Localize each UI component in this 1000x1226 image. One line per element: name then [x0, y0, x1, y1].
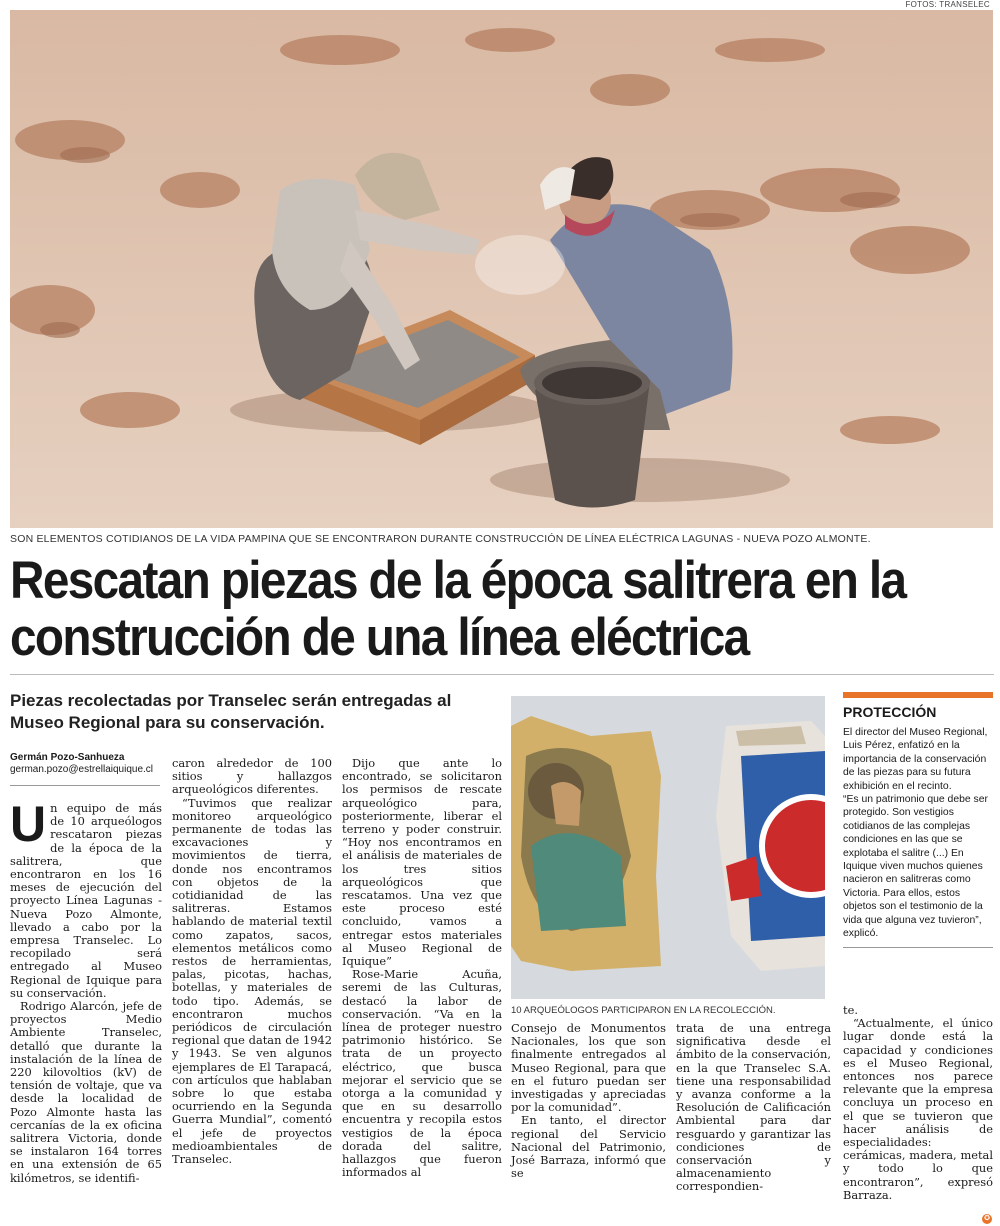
- body-paragraph: “Actualmente, el único lugar donde está la capacidad y condiciones es el Museo Regional, entonces nos parece relevante que la empresa concluya un proceso en el que se tuvieron que hacer análisis de especialidades: cerámicas, madera, metal y todo lo que encontraron”, expresó Barraza.: [843, 1016, 993, 1202]
- body-paragraph: trata de una entrega significativa desde el ámbito de la conservación, en la que Transelec S.A. tiene una responsabilidad y avanza conforme a la Resolución de Calificación Ambiental para dar resguardo y garantizar las condiciones de conservación y almacenamiento correspondien-: [676, 1021, 831, 1194]
- drop-cap: U: [10, 796, 47, 852]
- hero-caption: SON ELEMENTOS COTIDIANOS DE LA VIDA PAMPINA QUE SE ENCONTRARON DURANTE CONSTRUCCIÓN DE LÍNEA ELÉCTRICA LAGUNAS - NUEVA POZO ALMONTE.: [10, 533, 871, 545]
- deck: Piezas recolectadas por Transelec serán entregadas al Museo Regional para su conservación.: [10, 691, 452, 732]
- sidebar-paragraph: “Es un patrimonio que debe ser protegido. Son vestigios cotidianos de las complejas condiciones en las que se explotaba el salitre (...) En Iquique viven muchos quienes nacieron en salitreras como Victoria. Para ellos, estos objetos son el testimonio de la vida que alguna vez tuvieron”, explicó.: [843, 794, 988, 940]
- body-paragraph: “Tuvimos que realizar monitoreo arqueológico permanente de todas las excavaciones y movimientos de tierra, donde nos encontramos con objetos de la cotidianidad de las salitreras. Estamos hablando de material textil como zapatos, sacos, elementos metálicos como restos de herramientas, palas, picotas, hachas, botellas, y materiales de todo tipo. Además, se encontraron muchos periódicos de circulación regional que datan de 1942 y 1943. Se ven algunos ejemplares de El Tarapacá, con artículos que hablaban sobre lo que estaba ocurriendo en la Segunda Guerra Mundial”, comentó el jefe de proyectos medioambientales de Transelec.: [172, 795, 332, 1167]
- hero-photo-image: [10, 10, 993, 528]
- body-column-3: [342, 757, 502, 1180]
- body-column-5: [676, 1022, 831, 1194]
- artifacts-photo-image: [511, 696, 825, 999]
- author-name: Germán Pozo-Sanhueza: [10, 752, 125, 763]
- sidebar-accent-bar: [843, 692, 993, 698]
- body-column-6: [843, 1004, 993, 1202]
- sidebar-title: PROTECCIÓN: [843, 704, 937, 720]
- byline-divider: [10, 785, 160, 786]
- sidebar-divider: [843, 947, 993, 948]
- body-paragraph: Rose-Marie Acuña, seremi de las Culturas, destacó la labor de conservación. “Va en la línea de proteger nuestro patrimonio histórico. Se trata de un proyecto eléctrico, que busca mejorar el servicio que se otorga a la comunidad y que en su desarrollo encuentra y recopila estos vestigios de la época dorada del salitre, hallazgos que fueron informados al: [342, 967, 502, 1180]
- sidebar-text: [843, 726, 993, 941]
- body-column-1: [10, 796, 162, 1185]
- body-column-4: [511, 1022, 666, 1180]
- hero-photo: [10, 10, 993, 528]
- body-paragraph: En tanto, el director regional del Servicio Nacional del Patrimonio, José Barraza, informó que se: [511, 1113, 666, 1181]
- sidebar-box: [843, 692, 993, 948]
- artifacts-photo: [511, 696, 825, 999]
- headline-divider: [10, 674, 994, 675]
- author-email: german.pozo@estrellaiquique.cl: [10, 764, 154, 775]
- sidebar-paragraph: El director del Museo Regional, Luis Pérez, enfatizó en la importancia de la conservación de las piezas para su futura exhibición en el recinto.: [843, 727, 988, 792]
- body-paragraph: caron alrededor de 100 sitios y hallazgos arqueológicos diferentes.: [172, 756, 332, 797]
- artifacts-caption: 10 ARQUEÓLOGOS PARTICIPARON EN LA RECOLECCIÓN.: [511, 1005, 776, 1016]
- body-column-2: [172, 757, 332, 1166]
- photo-credit: FOTOS: TRANSELEC: [905, 0, 990, 9]
- body-paragraph: te.: [843, 1003, 858, 1017]
- body-paragraph: Un equipo de más de 10 arqueólogos rescataron piezas de la época de la salitrera, que encontraron en los 16 meses de ejecución del proyecto Línea Lagunas - Nueva Pozo Almonte, llevado a cabo por la empresa Transelec. Lo recopilado será entregado al Museo Regional de Iquique para su conservación.: [10, 796, 162, 1000]
- headline: Rescatan piezas de la época salitrera en la construcción de una línea eléctrica: [10, 551, 906, 667]
- body-paragraph: Rodrigo Alarcón, jefe de proyectos Medio Ambiente Transelec, detalló que durante la instalación de la línea de 220 kilovoltios (kV) de tensión de voltaje, que va desde la localidad de Pozo Almonte hasta las cercanías de la ex oficina salitrera Victoria, donde se instalaron 164 torres en una extensión de 65 kilómetros, se identifi-: [10, 999, 162, 1185]
- end-mark-icon: ✪: [982, 1214, 992, 1224]
- byline: [10, 752, 180, 776]
- body-paragraph: Consejo de Monumentos Nacionales, los que son finalmente entregados al Museo Regional, para que en el futuro puedan ser investigadas y apreciadas por la comunidad”.: [511, 1021, 666, 1115]
- body-paragraph: Dijo que ante lo encontrado, se solicitaron los permisos de rescate arqueológico para, posteriormente, liberar el terreno y poder construir. “Hoy nos encontramos en el análisis de materiales de los tres sitios arqueológicos que rescatamos. Una vez que este proceso esté concluido, vamos a entregar estos materiales al Museo Regional de Iquique”: [342, 756, 502, 969]
